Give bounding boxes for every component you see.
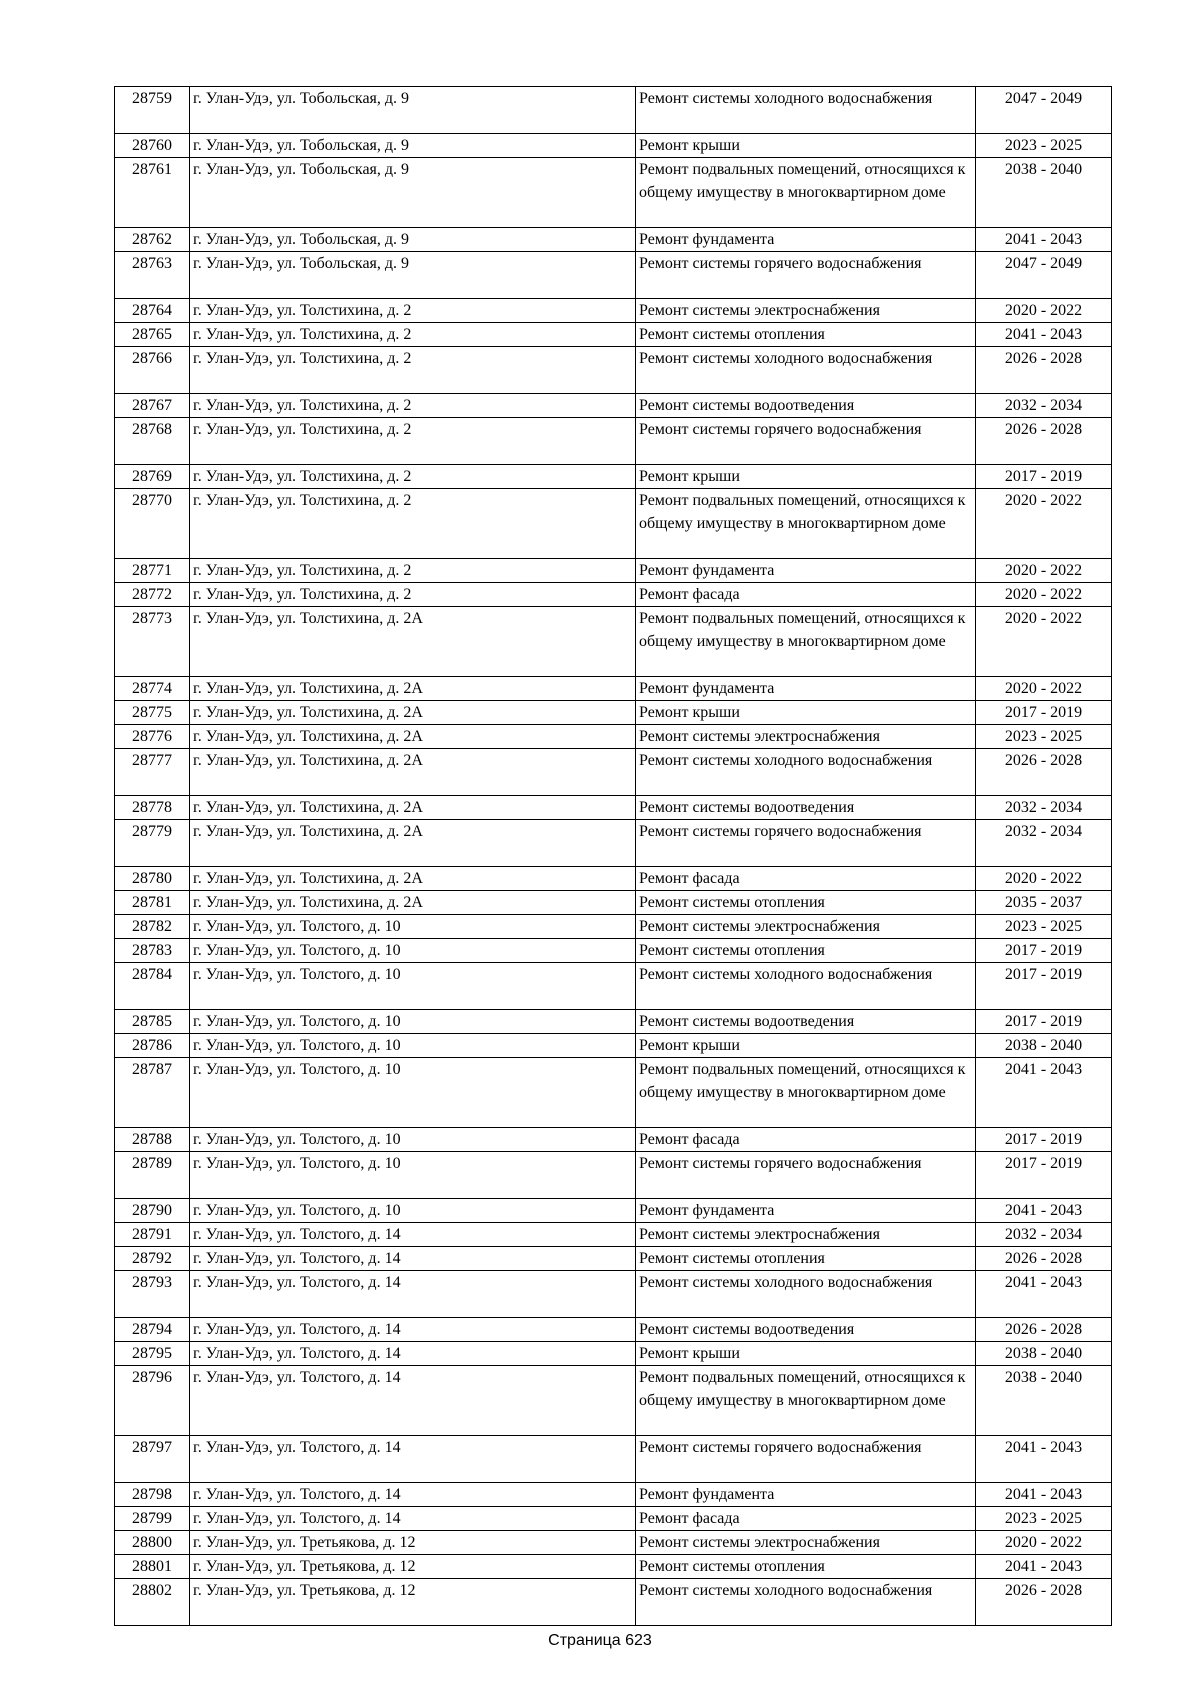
cell-address: г. Улан-Удэ, ул. Толстого, д. 10	[190, 939, 636, 963]
cell-work-type: Ремонт подвальных помещений, относящихся к общему имуществу в многоквартирном доме	[636, 607, 976, 677]
table-row	[115, 1507, 1112, 1531]
cell-period: 2017 - 2019	[976, 1010, 1112, 1034]
cell-period: 2017 - 2019	[976, 1152, 1112, 1199]
cell-work-type: Ремонт системы электроснабжения	[636, 1223, 976, 1247]
table-body	[115, 87, 1112, 1626]
cell-work-type: Ремонт фасада	[636, 1507, 976, 1531]
cell-number: 28802	[115, 1579, 190, 1626]
cell-work-type: Ремонт системы отопления	[636, 1555, 976, 1579]
cell-address: г. Улан-Удэ, ул. Третьякова, д. 12	[190, 1555, 636, 1579]
table-row	[115, 891, 1112, 915]
cell-number: 28760	[115, 134, 190, 158]
cell-number: 28792	[115, 1247, 190, 1271]
page-number: Страница 623	[548, 1632, 652, 1649]
cell-work-type: Ремонт системы электроснабжения	[636, 299, 976, 323]
cell-number: 28789	[115, 1152, 190, 1199]
table-row	[115, 1199, 1112, 1223]
cell-period: 2020 - 2022	[976, 489, 1112, 559]
cell-address: г. Улан-Удэ, ул. Толстого, д. 10	[190, 1152, 636, 1199]
table-row	[115, 1058, 1112, 1128]
cell-address: г. Улан-Удэ, ул. Толстихина, д. 2А	[190, 725, 636, 749]
table-row	[115, 1483, 1112, 1507]
cell-work-type: Ремонт системы горячего водоснабжения	[636, 1152, 976, 1199]
table-row	[115, 1579, 1112, 1626]
cell-number: 28799	[115, 1507, 190, 1531]
cell-period: 2026 - 2028	[976, 1318, 1112, 1342]
table-row	[115, 749, 1112, 796]
cell-number: 28769	[115, 465, 190, 489]
table-row	[115, 701, 1112, 725]
table-row	[115, 939, 1112, 963]
cell-address: г. Улан-Удэ, ул. Толстого, д. 10	[190, 1199, 636, 1223]
cell-work-type: Ремонт системы холодного водоснабжения	[636, 1271, 976, 1318]
table-row	[115, 963, 1112, 1010]
cell-period: 2041 - 2043	[976, 228, 1112, 252]
table-row	[115, 1342, 1112, 1366]
cell-period: 2041 - 2043	[976, 1058, 1112, 1128]
cell-period: 2035 - 2037	[976, 891, 1112, 915]
cell-period: 2026 - 2028	[976, 347, 1112, 394]
cell-number: 28772	[115, 583, 190, 607]
cell-work-type: Ремонт системы электроснабжения	[636, 725, 976, 749]
cell-period: 2032 - 2034	[976, 394, 1112, 418]
cell-period: 2038 - 2040	[976, 158, 1112, 228]
cell-number: 28796	[115, 1366, 190, 1436]
cell-number: 28780	[115, 867, 190, 891]
cell-address: г. Улан-Удэ, ул. Толстихина, д. 2А	[190, 820, 636, 867]
cell-number: 28800	[115, 1531, 190, 1555]
cell-work-type: Ремонт системы холодного водоснабжения	[636, 347, 976, 394]
cell-period: 2020 - 2022	[976, 677, 1112, 701]
cell-work-type: Ремонт подвальных помещений, относящихся к общему имуществу в многоквартирном доме	[636, 489, 976, 559]
cell-period: 2026 - 2028	[976, 749, 1112, 796]
cell-address: г. Улан-Удэ, ул. Толстихина, д. 2	[190, 489, 636, 559]
cell-address: г. Улан-Удэ, ул. Тобольская, д. 9	[190, 134, 636, 158]
cell-work-type: Ремонт системы холодного водоснабжения	[636, 87, 976, 134]
cell-address: г. Улан-Удэ, ул. Толстого, д. 14	[190, 1342, 636, 1366]
cell-number: 28793	[115, 1271, 190, 1318]
repair-schedule-table	[114, 86, 1112, 1626]
cell-work-type: Ремонт фундамента	[636, 1483, 976, 1507]
cell-number: 28783	[115, 939, 190, 963]
cell-address: г. Улан-Удэ, ул. Толстого, д. 14	[190, 1366, 636, 1436]
cell-work-type: Ремонт фундамента	[636, 677, 976, 701]
cell-period: 2020 - 2022	[976, 559, 1112, 583]
cell-number: 28765	[115, 323, 190, 347]
table-row	[115, 1366, 1112, 1436]
cell-work-type: Ремонт подвальных помещений, относящихся к общему имуществу в многоквартирном доме	[636, 158, 976, 228]
cell-number: 28791	[115, 1223, 190, 1247]
cell-work-type: Ремонт системы холодного водоснабжения	[636, 749, 976, 796]
cell-work-type: Ремонт фасада	[636, 583, 976, 607]
cell-number: 28784	[115, 963, 190, 1010]
cell-work-type: Ремонт крыши	[636, 465, 976, 489]
cell-address: г. Улан-Удэ, ул. Толстихина, д. 2А	[190, 891, 636, 915]
cell-address: г. Улан-Удэ, ул. Толстихина, д. 2А	[190, 867, 636, 891]
cell-work-type: Ремонт системы горячего водоснабжения	[636, 252, 976, 299]
table-row	[115, 1271, 1112, 1318]
table-row	[115, 394, 1112, 418]
cell-number: 28762	[115, 228, 190, 252]
cell-address: г. Улан-Удэ, ул. Толстого, д. 10	[190, 1010, 636, 1034]
table-row	[115, 1436, 1112, 1483]
cell-number: 28795	[115, 1342, 190, 1366]
cell-work-type: Ремонт системы горячего водоснабжения	[636, 820, 976, 867]
cell-period: 2032 - 2034	[976, 1223, 1112, 1247]
table-row	[115, 347, 1112, 394]
cell-address: г. Улан-Удэ, ул. Толстихина, д. 2	[190, 583, 636, 607]
cell-period: 2041 - 2043	[976, 323, 1112, 347]
table-row	[115, 915, 1112, 939]
cell-work-type: Ремонт фундамента	[636, 559, 976, 583]
cell-address: г. Улан-Удэ, ул. Тобольская, д. 9	[190, 228, 636, 252]
cell-number: 28761	[115, 158, 190, 228]
cell-period: 2032 - 2034	[976, 796, 1112, 820]
cell-address: г. Улан-Удэ, ул. Толстого, д. 10	[190, 963, 636, 1010]
cell-address: г. Улан-Удэ, ул. Тобольская, д. 9	[190, 158, 636, 228]
cell-work-type: Ремонт системы отопления	[636, 891, 976, 915]
cell-period: 2047 - 2049	[976, 87, 1112, 134]
table-row	[115, 299, 1112, 323]
table-row	[115, 559, 1112, 583]
cell-work-type: Ремонт системы холодного водоснабжения	[636, 963, 976, 1010]
cell-work-type: Ремонт крыши	[636, 1342, 976, 1366]
cell-period: 2041 - 2043	[976, 1199, 1112, 1223]
cell-address: г. Улан-Удэ, ул. Толстого, д. 14	[190, 1507, 636, 1531]
cell-period: 2023 - 2025	[976, 725, 1112, 749]
cell-work-type: Ремонт системы отопления	[636, 939, 976, 963]
cell-work-type: Ремонт системы водоотведения	[636, 1318, 976, 1342]
table-row	[115, 725, 1112, 749]
cell-address: г. Улан-Удэ, ул. Толстого, д. 14	[190, 1483, 636, 1507]
cell-work-type: Ремонт системы холодного водоснабжения	[636, 1579, 976, 1626]
cell-address: г. Улан-Удэ, ул. Третьякова, д. 12	[190, 1579, 636, 1626]
cell-address: г. Улан-Удэ, ул. Толстого, д. 10	[190, 1058, 636, 1128]
cell-work-type: Ремонт фундамента	[636, 228, 976, 252]
cell-number: 28779	[115, 820, 190, 867]
table-row	[115, 323, 1112, 347]
table-row	[115, 418, 1112, 465]
cell-address: г. Улан-Удэ, ул. Толстого, д. 10	[190, 1034, 636, 1058]
cell-period: 2023 - 2025	[976, 1507, 1112, 1531]
cell-address: г. Улан-Удэ, ул. Третьякова, д. 12	[190, 1531, 636, 1555]
cell-number: 28770	[115, 489, 190, 559]
cell-work-type: Ремонт системы водоотведения	[636, 394, 976, 418]
cell-address: г. Улан-Удэ, ул. Толстого, д. 14	[190, 1318, 636, 1342]
cell-period: 2041 - 2043	[976, 1483, 1112, 1507]
cell-number: 28773	[115, 607, 190, 677]
table-row	[115, 1223, 1112, 1247]
table-row	[115, 134, 1112, 158]
cell-work-type: Ремонт фасада	[636, 1128, 976, 1152]
cell-period: 2017 - 2019	[976, 963, 1112, 1010]
table-row	[115, 607, 1112, 677]
table-row	[115, 1034, 1112, 1058]
cell-number: 28782	[115, 915, 190, 939]
table-row	[115, 1128, 1112, 1152]
cell-number: 28801	[115, 1555, 190, 1579]
table-row	[115, 677, 1112, 701]
cell-period: 2020 - 2022	[976, 1531, 1112, 1555]
cell-number: 28794	[115, 1318, 190, 1342]
cell-address: г. Улан-Удэ, ул. Толстихина, д. 2А	[190, 607, 636, 677]
cell-period: 2020 - 2022	[976, 607, 1112, 677]
cell-number: 28787	[115, 1058, 190, 1128]
cell-work-type: Ремонт крыши	[636, 1034, 976, 1058]
cell-number: 28790	[115, 1199, 190, 1223]
cell-period: 2041 - 2043	[976, 1271, 1112, 1318]
cell-period: 2038 - 2040	[976, 1366, 1112, 1436]
cell-number: 28798	[115, 1483, 190, 1507]
cell-work-type: Ремонт системы отопления	[636, 323, 976, 347]
cell-address: г. Улан-Удэ, ул. Толстихина, д. 2А	[190, 701, 636, 725]
cell-number: 28776	[115, 725, 190, 749]
cell-work-type: Ремонт подвальных помещений, относящихся к общему имуществу в многоквартирном доме	[636, 1058, 976, 1128]
cell-number: 28775	[115, 701, 190, 725]
table-row	[115, 1555, 1112, 1579]
cell-address: г. Улан-Удэ, ул. Толстихина, д. 2	[190, 465, 636, 489]
cell-address: г. Улан-Удэ, ул. Толстихина, д. 2А	[190, 749, 636, 796]
cell-address: г. Улан-Удэ, ул. Толстихина, д. 2	[190, 418, 636, 465]
cell-work-type: Ремонт системы отопления	[636, 1247, 976, 1271]
cell-work-type: Ремонт системы горячего водоснабжения	[636, 418, 976, 465]
cell-number: 28766	[115, 347, 190, 394]
cell-work-type: Ремонт системы водоотведения	[636, 1010, 976, 1034]
cell-work-type: Ремонт подвальных помещений, относящихся к общему имуществу в многоквартирном доме	[636, 1366, 976, 1436]
table-row	[115, 252, 1112, 299]
cell-address: г. Улан-Удэ, ул. Толстихина, д. 2А	[190, 796, 636, 820]
cell-work-type: Ремонт системы электроснабжения	[636, 915, 976, 939]
cell-address: г. Улан-Удэ, ул. Тобольская, д. 9	[190, 252, 636, 299]
table-row	[115, 1247, 1112, 1271]
cell-number: 28763	[115, 252, 190, 299]
cell-number: 28774	[115, 677, 190, 701]
table-row	[115, 228, 1112, 252]
cell-work-type: Ремонт системы водоотведения	[636, 796, 976, 820]
cell-number: 28764	[115, 299, 190, 323]
cell-period: 2017 - 2019	[976, 939, 1112, 963]
table-row	[115, 1531, 1112, 1555]
cell-work-type: Ремонт крыши	[636, 134, 976, 158]
table-row	[115, 158, 1112, 228]
cell-number: 28767	[115, 394, 190, 418]
table-row	[115, 820, 1112, 867]
cell-period: 2026 - 2028	[976, 1247, 1112, 1271]
cell-period: 2020 - 2022	[976, 867, 1112, 891]
cell-work-type: Ремонт фундамента	[636, 1199, 976, 1223]
cell-address: г. Улан-Удэ, ул. Толстихина, д. 2	[190, 299, 636, 323]
cell-address: г. Улан-Удэ, ул. Толстого, д. 10	[190, 1128, 636, 1152]
table-row	[115, 1010, 1112, 1034]
table-row	[115, 87, 1112, 134]
table-row	[115, 1318, 1112, 1342]
cell-address: г. Улан-Удэ, ул. Толстихина, д. 2А	[190, 677, 636, 701]
cell-period: 2017 - 2019	[976, 701, 1112, 725]
cell-number: 28759	[115, 87, 190, 134]
table-row	[115, 465, 1112, 489]
cell-period: 2041 - 2043	[976, 1555, 1112, 1579]
cell-period: 2026 - 2028	[976, 1579, 1112, 1626]
cell-number: 28786	[115, 1034, 190, 1058]
cell-period: 2020 - 2022	[976, 583, 1112, 607]
cell-number: 28777	[115, 749, 190, 796]
cell-address: г. Улан-Удэ, ул. Толстого, д. 14	[190, 1247, 636, 1271]
cell-work-type: Ремонт системы электроснабжения	[636, 1531, 976, 1555]
cell-period: 2023 - 2025	[976, 134, 1112, 158]
table-row	[115, 1152, 1112, 1199]
cell-number: 28781	[115, 891, 190, 915]
cell-period: 2020 - 2022	[976, 299, 1112, 323]
table-row	[115, 796, 1112, 820]
cell-period: 2032 - 2034	[976, 820, 1112, 867]
cell-address: г. Улан-Удэ, ул. Толстого, д. 10	[190, 915, 636, 939]
cell-address: г. Улан-Удэ, ул. Толстихина, д. 2	[190, 394, 636, 418]
cell-period: 2038 - 2040	[976, 1342, 1112, 1366]
cell-number: 28785	[115, 1010, 190, 1034]
cell-address: г. Улан-Удэ, ул. Тобольская, д. 9	[190, 87, 636, 134]
table-row	[115, 583, 1112, 607]
cell-period: 2023 - 2025	[976, 915, 1112, 939]
cell-address: г. Улан-Удэ, ул. Толстихина, д. 2	[190, 559, 636, 583]
cell-period: 2017 - 2019	[976, 465, 1112, 489]
cell-number: 28788	[115, 1128, 190, 1152]
cell-period: 2017 - 2019	[976, 1128, 1112, 1152]
cell-number: 28797	[115, 1436, 190, 1483]
table-row	[115, 867, 1112, 891]
cell-address: г. Улан-Удэ, ул. Толстихина, д. 2	[190, 347, 636, 394]
cell-period: 2026 - 2028	[976, 418, 1112, 465]
cell-address: г. Улан-Удэ, ул. Толстихина, д. 2	[190, 323, 636, 347]
cell-number: 28771	[115, 559, 190, 583]
cell-period: 2047 - 2049	[976, 252, 1112, 299]
cell-number: 28768	[115, 418, 190, 465]
cell-work-type: Ремонт системы горячего водоснабжения	[636, 1436, 976, 1483]
cell-period: 2041 - 2043	[976, 1436, 1112, 1483]
cell-address: г. Улан-Удэ, ул. Толстого, д. 14	[190, 1223, 636, 1247]
cell-work-type: Ремонт крыши	[636, 701, 976, 725]
table-row	[115, 489, 1112, 559]
cell-period: 2038 - 2040	[976, 1034, 1112, 1058]
cell-address: г. Улан-Удэ, ул. Толстого, д. 14	[190, 1436, 636, 1483]
cell-number: 28778	[115, 796, 190, 820]
cell-work-type: Ремонт фасада	[636, 867, 976, 891]
cell-address: г. Улан-Удэ, ул. Толстого, д. 14	[190, 1271, 636, 1318]
